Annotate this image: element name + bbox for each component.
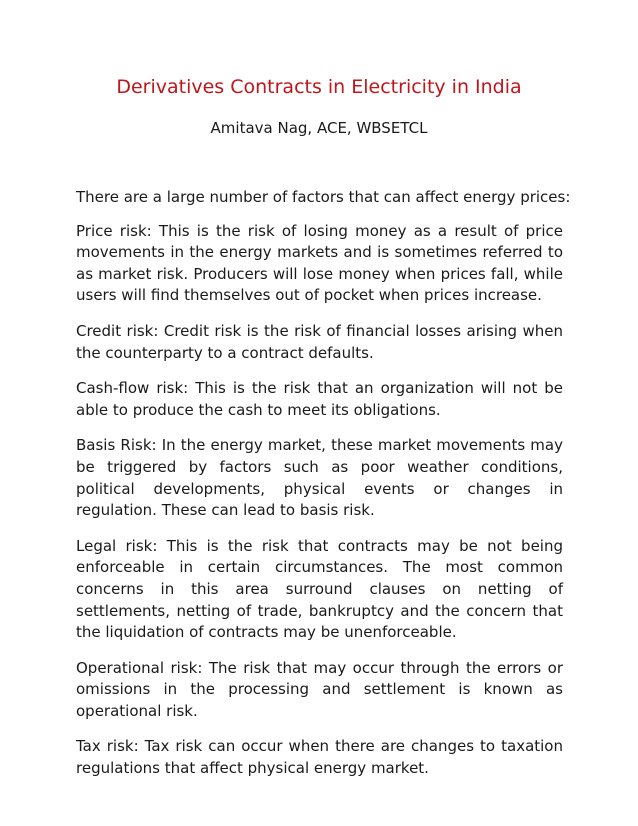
paragraph-price-risk: Price risk: This is the risk of losing money as a result of price movements in the energy markets and is sometimes referred to as market risk. Producers will lose money when prices fall, while users will find themselves out of pocket when prices increase.: [76, 221, 563, 305]
document-body: [76, 187, 571, 794]
paragraph-legal-risk: Legal risk: This is the risk that contracts may be not being enforceable in certain circumstances. The most common concerns in this area surround clauses on netting of settlements, netting of trade, bankruptcy and the concern that the liquidation of contracts may be unenforceable.: [76, 536, 563, 642]
document-author: Amitava Nag, ACE, WBSETCL: [210, 119, 428, 137]
intro-paragraph: There are a large number of factors that can affect energy prices:: [76, 188, 571, 206]
document-title: Derivatives Contracts in Electricity in India: [116, 76, 522, 98]
paragraph-cash-flow-risk: Cash-flow risk: This is the risk that an organization will not be able to produce the cash to meet its obligations.: [76, 379, 563, 419]
paragraph-credit-risk: Credit risk: Credit risk is the risk of financial losses arising when the counterparty to a contract defaults.: [76, 321, 563, 362]
paragraph-basis-risk: Basis Risk: In the energy market, these market movements may be triggered by factors such as poor weather conditions, political developments, physical events or changes in regulation. These can lead to basis risk.: [76, 436, 563, 520]
paragraph-tax-risk: Tax risk: Tax risk can occur when there are changes to taxation regulations that affect physical energy market.: [76, 737, 563, 778]
paragraph-operational-risk: Operational risk: The risk that may occur through the errors or omissions in the processing and settlement is known as operational risk.: [76, 658, 563, 720]
